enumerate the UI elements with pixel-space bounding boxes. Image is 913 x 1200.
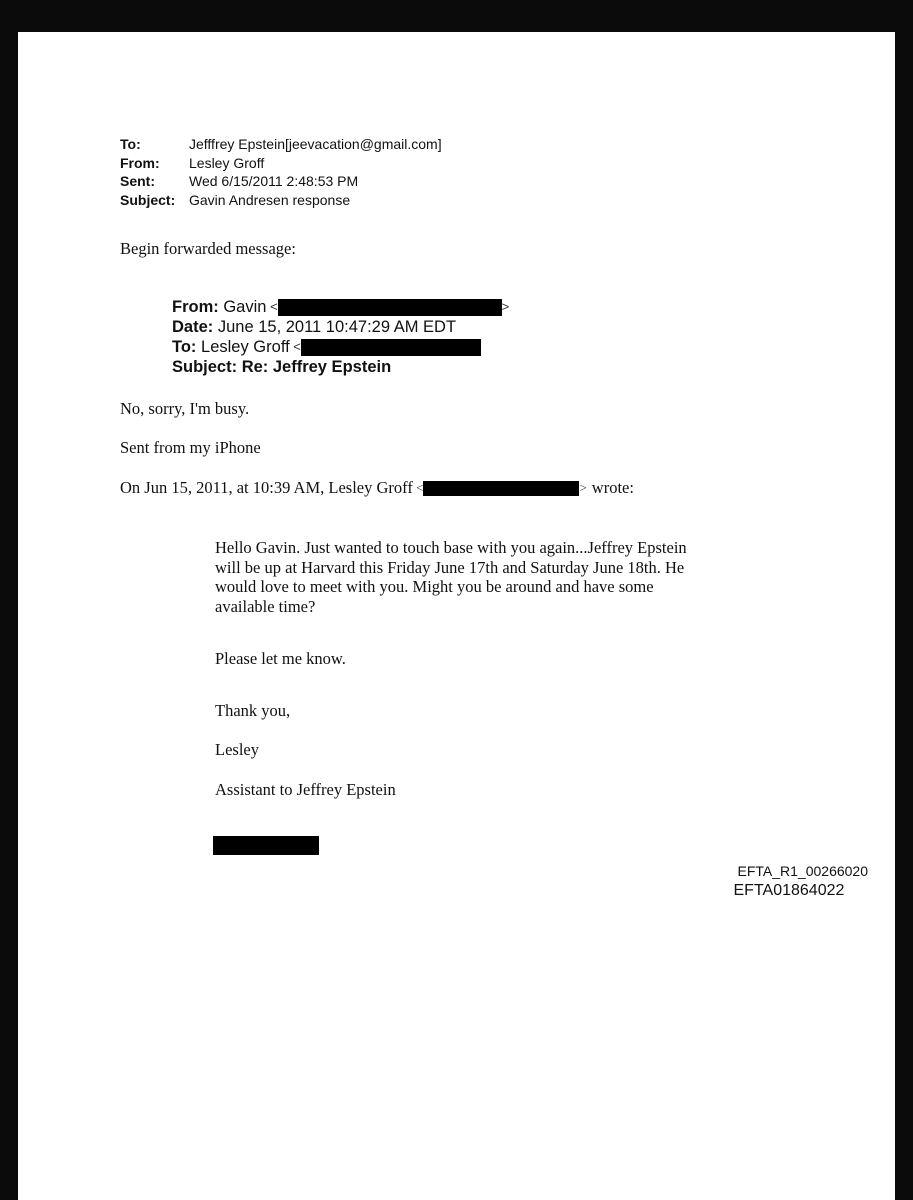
footer-id-1: EFTA_R1_00266020 [737,863,868,879]
reply-text: No, sorry, I'm busy. [120,399,250,418]
redaction-box [301,339,481,356]
close-angle: > [501,299,510,314]
quote-intro-suffix: wrote: [591,478,634,497]
header-to-row [120,135,442,154]
header-sent-label: Sent: [120,173,155,189]
quoted-paragraph: Thank you, [215,700,291,720]
header-subject-label: Subject: [120,191,176,208]
fwd-subject-row [172,357,509,377]
quoted-message [215,538,715,799]
fwd-from-label: From: [172,298,219,316]
header-subject-row [120,191,442,210]
fwd-date-row [172,317,509,337]
quoted-paragraph: Lesley [215,740,259,759]
header-subject-value: Gavin Andresen response [189,191,351,208]
fwd-to-row [172,337,509,357]
redaction-box [213,836,319,855]
header-from-value: Lesley Groff [189,154,265,171]
fwd-to-label: To: [172,338,197,356]
close-angle: > [579,480,587,495]
page-footer [733,861,869,901]
redaction-box [423,481,579,496]
quote-intro-prefix: On Jun 15, 2011, at 10:39 AM, Lesley Groff [120,478,413,497]
fwd-date-label: Date: [172,318,214,336]
fwd-from-row [172,297,509,317]
header-to-label: To: [120,136,141,152]
fwd-subject-value: Re: Jeffrey Epstein [241,358,392,376]
fwd-date-value: June 15, 2011 10:47:29 AM EDT [217,318,457,336]
quoted-paragraph: Please let me know. [215,649,346,668]
fwd-to-value: Lesley Groff [201,338,290,356]
fwd-subject-label: Subject: [172,358,238,376]
fwd-from-value: Gavin [223,298,267,316]
quoted-paragraph: Hello Gavin. Just wanted to touch base with you again...Jeffrey Epstein will be up at Harvard this Friday June 17th and Saturday June 18th. He would love to meet with you. Might you be around and have some available time? [215,538,687,616]
email-header [120,135,442,209]
quoted-paragraph: Assistant to Jeffrey Epstein [215,779,396,799]
footer-id-2: EFTA01864022 [733,882,845,899]
header-from-label: From: [120,154,160,171]
document-page [18,32,895,1200]
open-angle: < [412,480,424,495]
open-angle: < [289,339,301,354]
header-to-value: Jefffrey Epstein[jeevacation@gmail.com] [189,136,442,152]
open-angle: < [266,299,278,314]
sent-from-line: Sent from my iPhone [120,438,261,457]
header-from-row [120,154,442,173]
quote-intro [120,478,634,498]
forwarded-header [172,297,509,377]
redaction-box [278,299,502,316]
header-sent-row [120,172,442,191]
forward-intro: Begin forwarded message: [120,239,296,258]
header-sent-value: Wed 6/15/2011 2:48:53 PM [189,173,359,189]
